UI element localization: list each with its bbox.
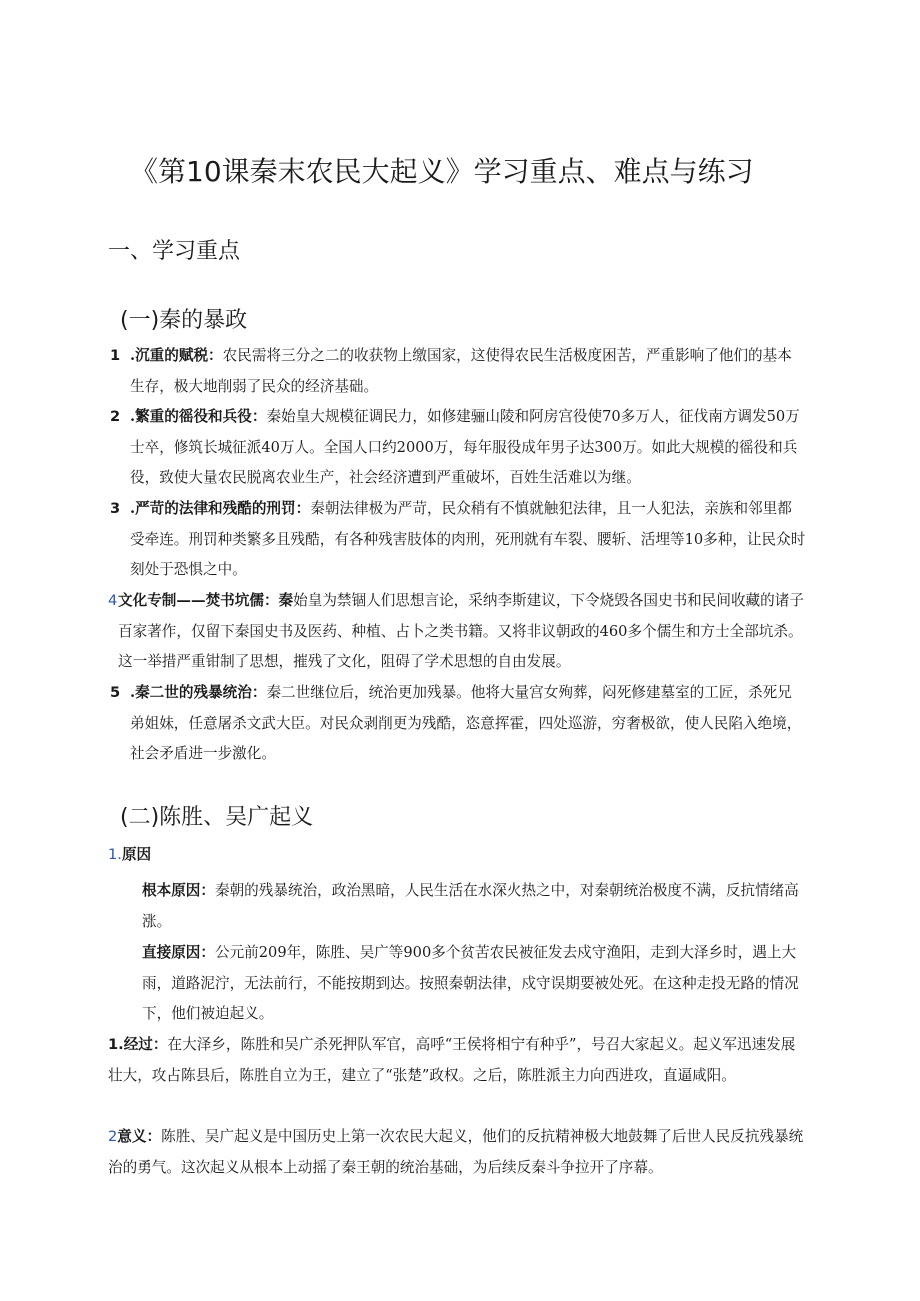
cause-heading (108, 840, 151, 871)
item-text: 始皇为禁锢人们思想言论，采纳李斯建议，下令烧毁各国史书和民间收藏的诸子百家著作，仅留下秦国史书及医药、种植、占卜之类书籍。又将非议朝政的460多个儒生和方士全部坑杀。这一举措严重钳制了思想，摧残了文化，阻碍了学术思想的自由发展。 (118, 592, 804, 670)
list-number: 4 (108, 592, 118, 609)
list-number: 5 (110, 684, 121, 701)
root-cause-heading: 根本原因： (142, 882, 215, 899)
list-item-heavy-taxes (130, 341, 806, 402)
list-number: 1. (108, 1036, 124, 1053)
significance-heading: 意义： (117, 1128, 162, 1145)
root-cause-text: 秦朝的残暴统治，政治黑暗，人民生活在水深火热之中，对秦朝统治极度不满，反抗情绪高涨。 (142, 882, 799, 930)
item-text: 秦二世继位后，统治更加残暴。他将大量宫女殉葬，闷死修建墓室的工匠，杀死兄弟姐妹，任意屠杀文武大臣。对民众剥削更为残酷，恣意挥霍，四处巡游，穷奢极欲，使人民陷入绝境，社会矛盾进一步激化。 (130, 684, 802, 762)
item-text: 秦朝法律极为严苛，民众稍有不慎就触犯法律，且一人犯法，亲族和邻里都受牵连。刑罚种类繁多且残酷，有各种残害肢体的肉刑，死刑就有车裂、腰斩、活埋等10多种，让民众时刻处于恐惧之中。 (130, 500, 806, 578)
subsection-heading-qin-tyranny: (一)秦的暴政 (120, 308, 248, 333)
list-number: 2 (108, 1128, 118, 1145)
process-heading: 经过： (123, 1036, 168, 1053)
direct-cause-text: 公元前209年，陈胜、吴广等900多个贫苦农民被征发去戍守渔阳，走到大泽乡时，遇上大雨，道路泥泞，无法前行，不能按期到达。按照秦朝法律，戍守误期要被处死。在这种走投无路的情况下，他们被迫起义。 (142, 944, 799, 1022)
list-item-cultural-autocracy (118, 586, 806, 678)
significance-text: 陈胜、吴广起义是中国历史上第一次农民大起义，他们的反抗精神极大地鼓舞了后世人民反抗残暴统治的勇气。这次起义从根本上动摇了秦王朝的统治基础，为后续反秦斗争拉开了序幕。 (108, 1128, 804, 1176)
item-heading: .严苛的法律和残酷的刑罚： (130, 500, 311, 517)
list-number: 1. (108, 846, 122, 863)
significance-paragraph (108, 1122, 808, 1183)
item-text: 秦始皇大规模征调民力，如修建骊山陵和阿房宫役使70多万人，征伐南方调发50万士卒，修筑长城征派40万人。全国人口约2000万，每年服役成年男子达300万。如此大规模的徭役和兵役，致使大量农民脱离农业生产，社会经济遭到严重破坏，百姓生活难以为继。 (130, 408, 800, 486)
item-text: 农民需将三分之二的收获物上缴国家，这使得农民生活极度困苦，严重影响了他们的基本生存，极大地削弱了民众的经济基础。 (130, 347, 792, 395)
item-heading: .秦二世的残暴统治： (130, 684, 267, 701)
process-paragraph (108, 1030, 808, 1091)
item-heading: .沉重的赋税： (130, 347, 223, 364)
root-cause-paragraph (142, 876, 810, 937)
cause-label: 原因 (121, 846, 152, 863)
list-item-corvee-military (130, 402, 806, 494)
direct-cause-heading: 直接原因： (142, 944, 215, 961)
list-number: 3 (110, 500, 121, 517)
section-heading-study-focus: 一、学习重点 (108, 239, 241, 264)
list-number: 2 (110, 408, 121, 425)
list-item-harsh-laws (130, 494, 806, 586)
process-text: 在大泽乡，陈胜和吴广杀死押队军官，高呼“王侯将相宁有种乎”，号召大家起义。起义军迅速发展壮大，攻占陈县后，陈胜自立为王，建立了“张楚”政权。之后，陈胜派主力向西进攻，直逼咸阳。 (108, 1036, 796, 1084)
document-title: 《第10课秦末农民大起义》学习重点、难点与练习 (130, 155, 754, 188)
list-number: 1 (110, 347, 121, 364)
item-heading: 文化专制——焚书坑儒：秦 (118, 592, 294, 609)
direct-cause-paragraph (142, 938, 810, 1030)
list-item-second-emperor (130, 678, 806, 770)
subsection-heading-chen-wu-uprising: (二)陈胜、吴广起义 (120, 805, 314, 830)
item-heading: .繁重的徭役和兵役： (130, 408, 267, 425)
